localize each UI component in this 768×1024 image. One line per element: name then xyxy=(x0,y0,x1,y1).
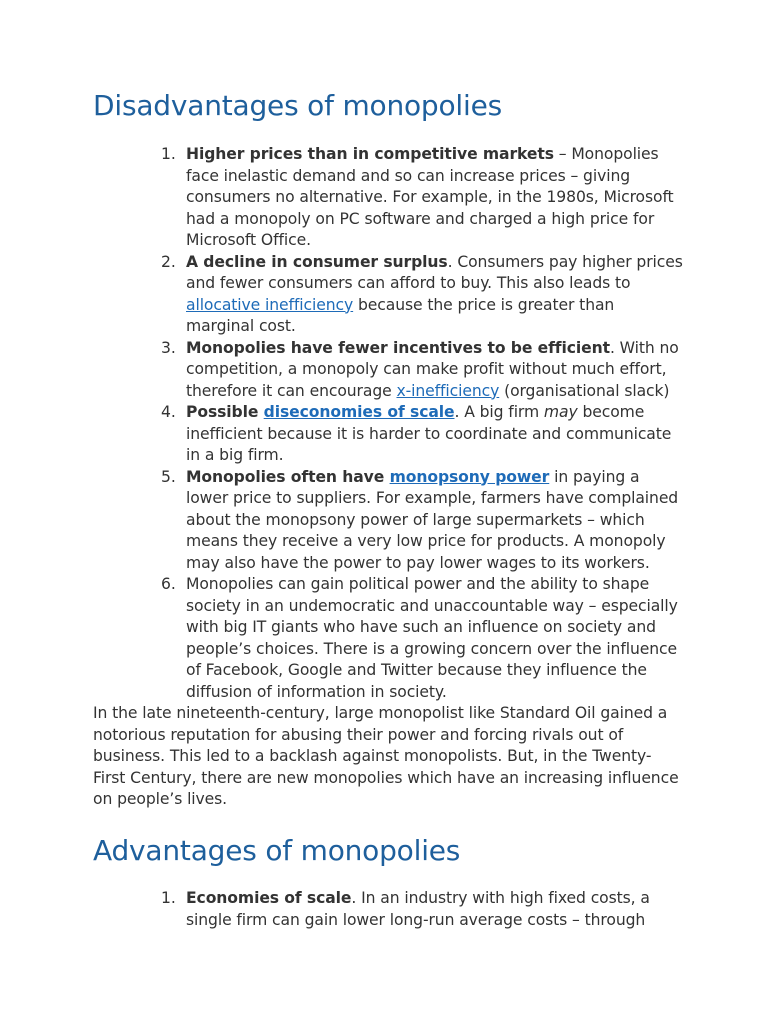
item-bold-text: Economies of scale xyxy=(186,889,352,907)
item-bold-text: A decline in consumer surplus xyxy=(186,252,448,271)
item-emphasis: may xyxy=(543,403,578,421)
item-text: . With no competition, a monopoly can make profit without much effort, therefore it can encourage xyxy=(186,338,679,400)
list-item xyxy=(93,144,683,252)
item-text: – Monopolies face inelastic demand and so can increase prices – giving consumers no alternative. For example, in the 1980s, Microsoft had a monopoly on PC software and charged a high price for Microsoft Office. xyxy=(186,145,674,249)
allocative-inefficiency-link[interactable]: allocative inefficiency xyxy=(186,295,354,314)
body-paragraph: In the late nineteenth-century, large monopolist like Standard Oil gained a notorious reputation for abusing their power and forcing rivals out of business. This led to a backlash against monopolists. But, in the Twenty-First Century, there are new monopolies which have an increasing influence on people’s lives. xyxy=(93,704,679,808)
monopsony-power-link[interactable]: monopsony power xyxy=(389,467,550,486)
list-number: 1. xyxy=(161,889,176,907)
list-number: 3. xyxy=(161,338,176,357)
item-text: . A big firm xyxy=(454,403,544,421)
item-text: . Consumers pay higher prices and fewer consumers can afford to buy. This also leads to xyxy=(186,252,683,292)
list-number: 1. xyxy=(161,145,176,163)
diseconomies-of-scale-link[interactable]: diseconomies of scale xyxy=(263,403,455,421)
item-bold-text: Monopolies often have xyxy=(186,467,390,486)
disadvantages-heading: Disadvantages of monopolies xyxy=(93,89,503,122)
item-text: in paying a lower price to suppliers. For example, farmers have complained about the monopsony power of large supermarkets – which means they receive a very low price for products. A monopoly may also have the power to pay lower wages to its workers. xyxy=(186,467,679,572)
item-text: Monopolies can gain political power and the ability to shape society in an undemocratic and unaccountable way – especially with big IT giants who have such an influence on society and people’s choices. There is a growing concern over the influence of Facebook, Google and Twitter because they influence the diffusion of information in society. xyxy=(186,575,678,701)
x-inefficiency-link[interactable]: x-inefficiency xyxy=(396,381,500,400)
list-item xyxy=(93,338,683,403)
item-text: (organisational slack) xyxy=(499,381,670,400)
item-text: . In an industry with high fixed costs, a single firm can gain lower long-run average costs – through xyxy=(186,889,650,929)
list-item xyxy=(93,888,683,931)
list-item xyxy=(93,574,683,703)
disadvantages-list xyxy=(93,144,683,703)
item-bold-text: Higher prices than in competitive markets xyxy=(186,145,554,163)
item-bold-text: Possible xyxy=(186,403,264,421)
list-number: 2. xyxy=(161,252,176,271)
list-number: 4. xyxy=(161,403,176,421)
list-item xyxy=(93,252,683,338)
list-item xyxy=(93,402,683,467)
item-text: because the price is greater than marginal cost. xyxy=(186,295,615,335)
advantages-heading: Advantages of monopolies xyxy=(93,834,461,867)
item-text: become inefficient because it is harder to coordinate and communicate in a big firm. xyxy=(186,403,672,464)
list-item xyxy=(93,467,683,575)
list-number: 5. xyxy=(161,467,176,486)
advantages-list xyxy=(93,888,683,931)
item-bold-text: Monopolies have fewer incentives to be efficient xyxy=(186,338,610,357)
list-number: 6. xyxy=(161,575,176,593)
